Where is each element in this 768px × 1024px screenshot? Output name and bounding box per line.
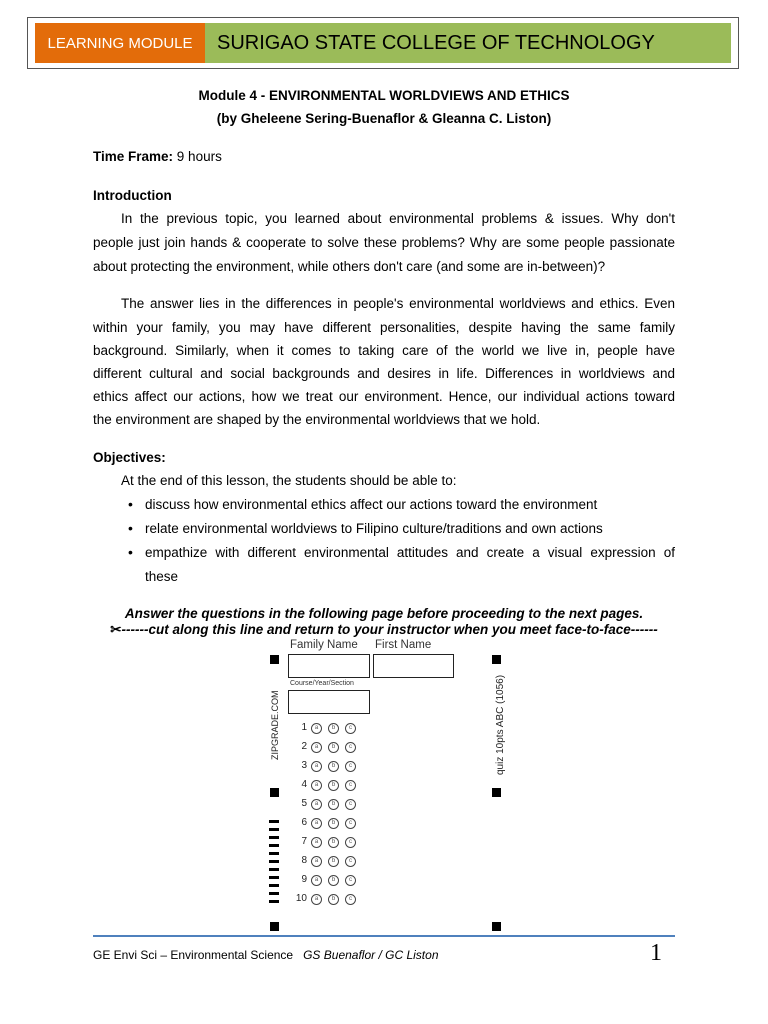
cut-line <box>0 622 768 638</box>
answer-bubble-a[interactable]: a <box>311 875 322 886</box>
time-frame <box>93 149 675 164</box>
intro-p2-line3: background. Similarly, when it comes to taking care of the world we live in, people have <box>93 343 675 358</box>
intro-p2-line4: different cultural and social backgrounds and desires in life. Differences in worldviews and <box>93 366 675 381</box>
answer-bubble-b[interactable]: b <box>328 799 339 810</box>
header-banner <box>27 17 739 69</box>
answer-bubble-b[interactable]: b <box>328 742 339 753</box>
answer-bubble-c[interactable]: c <box>345 723 356 734</box>
question-number: 4 <box>301 779 307 790</box>
course-field[interactable] <box>288 690 370 714</box>
answer-bubble-a[interactable]: a <box>311 894 322 905</box>
intro-p2-line6: the environment are shaped by the environmental worldviews that we hold. <box>93 412 541 427</box>
question-number: 7 <box>301 836 307 847</box>
barcode-bar <box>269 892 279 895</box>
question-number: 8 <box>301 855 307 866</box>
registration-mark <box>270 788 279 797</box>
question-number: 2 <box>301 741 307 752</box>
barcode-bar <box>269 860 279 863</box>
intro-p2-line1: The answer lies in the differences in people's environmental worldviews and ethics. Even <box>121 296 675 311</box>
barcode-bar <box>269 828 279 831</box>
time-frame-label: Time Frame: <box>93 149 174 164</box>
answer-bubble-c[interactable]: c <box>345 780 356 791</box>
question-number: 6 <box>301 817 307 828</box>
bullet-icon: • <box>128 496 133 512</box>
answer-bubble-b[interactable]: b <box>328 780 339 791</box>
answer-bubble-c[interactable]: c <box>345 894 356 905</box>
intro-p2-line5: ethics affect our actions, how we treat our environment. Hence, our individual actions toward <box>93 389 675 404</box>
answer-bubble-b[interactable]: b <box>328 856 339 867</box>
answer-bubble-a[interactable]: a <box>311 856 322 867</box>
barcode-bar <box>269 844 279 847</box>
answer-bubble-b[interactable]: b <box>328 894 339 905</box>
footer-course: GE Envi Sci – Environmental Science <box>93 948 294 962</box>
registration-mark <box>270 922 279 931</box>
barcode-bar <box>269 876 279 879</box>
bullet-icon: • <box>128 544 133 560</box>
intro-p1-line1: In the previous topic, you learned about environmental problems & issues. Why don't <box>121 211 675 226</box>
barcode-bar <box>269 884 279 887</box>
answer-bubble-a[interactable]: a <box>311 799 322 810</box>
registration-mark <box>270 655 279 664</box>
barcode-bar <box>269 868 279 871</box>
question-number: 5 <box>301 798 307 809</box>
answer-bubble-a[interactable]: a <box>311 837 322 848</box>
footer-rule <box>93 935 675 937</box>
question-number: 10 <box>295 893 307 904</box>
barcode-bar <box>269 820 279 823</box>
page-number: 1 <box>650 940 662 966</box>
quiz-label: quiz 10pts ABC (1056) <box>495 674 506 775</box>
first-name-label: First Name <box>375 639 432 651</box>
answer-bubble-c[interactable]: c <box>345 875 356 886</box>
answer-bubble-c[interactable]: c <box>345 799 356 810</box>
college-name: SURIGAO STATE COLLEGE OF TECHNOLOGY <box>205 23 731 63</box>
answer-bubble-b[interactable]: b <box>328 875 339 886</box>
cut-line-text: ------cut along this line and return to your instructor when you meet face-to-face------ <box>121 622 658 637</box>
question-number: 9 <box>301 874 307 885</box>
answer-bubble-b[interactable]: b <box>328 723 339 734</box>
time-frame-value: 9 hours <box>176 149 222 164</box>
answer-bubble-a[interactable]: a <box>311 780 322 791</box>
registration-mark <box>492 655 501 664</box>
registration-mark <box>492 788 501 797</box>
registration-mark <box>492 922 501 931</box>
barcode-bar <box>269 900 279 903</box>
barcode-bar <box>269 852 279 855</box>
objectives-heading: Objectives: <box>93 450 166 465</box>
answer-bubble-a[interactable]: a <box>311 723 322 734</box>
footer-authors: GS Buenaflor / GC Liston <box>303 948 439 962</box>
objective-item-continued: these <box>145 569 179 584</box>
answer-bubble-c[interactable]: c <box>345 818 356 829</box>
objective-item: discuss how environmental ethics affect our actions toward the environment <box>145 497 598 512</box>
objective-item: empathize with different environmental attitudes and create a visual expression of <box>145 545 675 560</box>
intro-p1-line2: people just join hands & cooperate to solve these problems? Why are some people passionate <box>93 235 675 250</box>
answer-bubble-a[interactable]: a <box>311 761 322 772</box>
family-name-label: Family Name <box>290 639 358 651</box>
instruction-line: Answer the questions in the following page before proceeding to the next pages. <box>124 606 644 621</box>
module-title: Module 4 - ENVIRONMENTAL WORLDVIEWS AND ETHICS <box>198 88 570 103</box>
answer-bubble-a[interactable]: a <box>311 818 322 829</box>
footer-text <box>93 948 439 962</box>
bullet-icon: • <box>128 520 133 536</box>
module-authors: (by Gheleene Sering-Buenaflor & Gleanna C. Liston) <box>216 111 552 126</box>
scissors-icon: ✂ <box>110 622 122 637</box>
answer-bubble-a[interactable]: a <box>311 742 322 753</box>
introduction-heading: Introduction <box>93 188 172 203</box>
question-number: 3 <box>301 760 307 771</box>
answer-bubble-c[interactable]: c <box>345 856 356 867</box>
question-number: 1 <box>301 722 307 733</box>
learning-module-label: LEARNING MODULE <box>35 23 205 63</box>
barcode-bar <box>269 836 279 839</box>
objectives-intro: At the end of this lesson, the students should be able to: <box>121 473 457 488</box>
zipgrade-brand: ZIPGRADE.COM <box>270 690 280 760</box>
course-label: Course/Year/Section <box>290 680 354 687</box>
answer-bubble-b[interactable]: b <box>328 818 339 829</box>
intro-p1-line3: about protecting the environment, while others don't care (and some are in-between)? <box>93 259 606 274</box>
intro-p2-line2: within your family, you may have different personalities, despite having the same family <box>93 320 675 335</box>
answer-bubble-c[interactable]: c <box>345 761 356 772</box>
answer-bubble-c[interactable]: c <box>345 837 356 848</box>
first-name-field[interactable] <box>373 654 454 678</box>
answer-bubble-b[interactable]: b <box>328 761 339 772</box>
family-name-field[interactable] <box>288 654 370 678</box>
answer-bubble-c[interactable]: c <box>345 742 356 753</box>
objective-item: relate environmental worldviews to Filipino culture/traditions and own actions <box>145 521 603 536</box>
answer-bubble-b[interactable]: b <box>328 837 339 848</box>
